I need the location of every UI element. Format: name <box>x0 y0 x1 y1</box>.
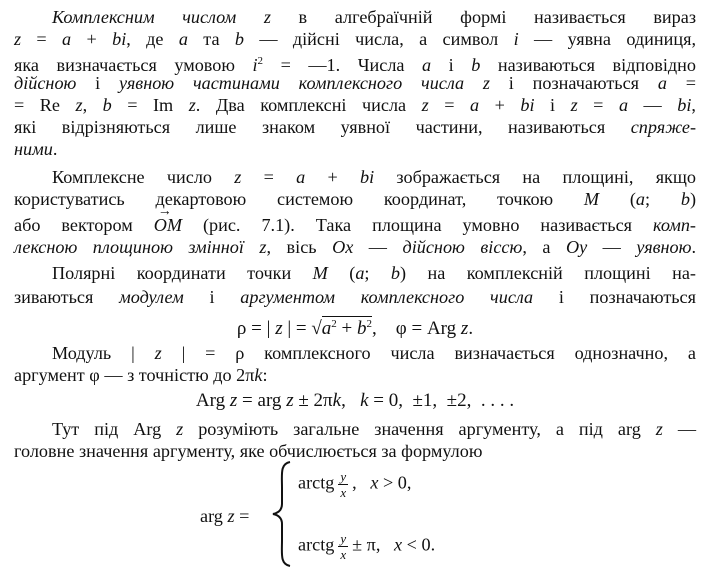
line-4-text: дійсною і уявною частинами комплексного числа z і позначаються a = <box>14 73 696 93</box>
line-9-text: користуватись декартовою системою координат, точкою M (a; b) <box>14 189 697 209</box>
formula-modulus-text: ρ = | z | = $√a^2 + b^2$, φ = Arg z. <box>236 318 474 339</box>
line-2-text: z = a + bi, де a та b — дійсні числа, а символ i — уявна одиниця, <box>14 29 696 49</box>
line-15 <box>14 342 696 364</box>
fraction-y-over-x: $\frac{y}{x}$ <box>340 469 347 500</box>
line-1 <box>14 6 696 28</box>
line-11 <box>14 236 696 258</box>
line-3-text: яка визначається умовою $i^2$ = —1. Числа a і b називаються відповідно <box>14 55 696 75</box>
formula-modulus <box>14 313 696 340</box>
line-2 <box>14 28 696 50</box>
line-16-text: аргумент φ — з точністю до 2πk: <box>14 365 268 385</box>
line-7 <box>14 138 696 160</box>
piecewise-label: arg z = <box>200 506 250 526</box>
line-13 <box>14 286 696 308</box>
line-18 <box>14 418 696 440</box>
line-15-text: Модуль | z | = ρ комплексного числа визначається однозначно, а <box>52 343 696 363</box>
fraction-y-over-x: $\frac{y}{x}$ <box>340 531 347 562</box>
line-13-text: зиваються модулем і аргументом комплексного числа і позначаються <box>14 287 696 307</box>
left-brace-icon <box>270 460 294 568</box>
line-12 <box>14 262 696 284</box>
line-16 <box>14 364 696 386</box>
piecewise-case-1: arctg $\frac{y}{x}$ , x > 0, <box>298 469 412 500</box>
line-11-text: лексною площиною змінної z, вісь Ox — дійсною віссю, а Oy — уявною. <box>14 237 697 257</box>
line-7-text: ними. <box>14 139 58 159</box>
line-10-text: або вектором → OM (рис. 7.1). Така площина умовно називається комп- <box>14 215 696 235</box>
line-19-text: головне значення аргументу, яке обчислюється за формулою <box>14 441 483 461</box>
line-19 <box>14 440 696 462</box>
line-5 <box>14 94 696 116</box>
line-4 <box>14 72 696 94</box>
line-9 <box>14 188 696 210</box>
formula-arg <box>14 390 696 412</box>
line-18-text: Тут під Arg z розуміють загальне значення аргументу, а під arg z — <box>52 419 697 439</box>
line-10 <box>14 214 696 236</box>
line-5-text: = Re z, b = Im z. Два комплексні числа z = a + bi і z = a — bi, <box>14 95 696 115</box>
line-12-text: Полярні координати точки M (a; b) на комплексній площині на- <box>52 263 696 283</box>
paragraph-1-line-1-text: Комплексним числом z в алгебраїчній формі називається вираз <box>52 7 697 27</box>
line-6-text: які відрізняються лише знаком уявної частини, називаються спряже- <box>14 117 696 137</box>
line-8 <box>14 166 696 188</box>
formula-arg-text: Arg z = arg z ± 2πk, k = 0, ±1, ±2, . . . . <box>195 390 515 411</box>
line-8-text: Комплексне число z = a + bi зображається на площині, якщо <box>52 167 696 187</box>
line-6 <box>14 116 696 138</box>
piecewise-case-2: arctg $\frac{y}{x}$ ± π, x < 0. <box>298 531 436 562</box>
